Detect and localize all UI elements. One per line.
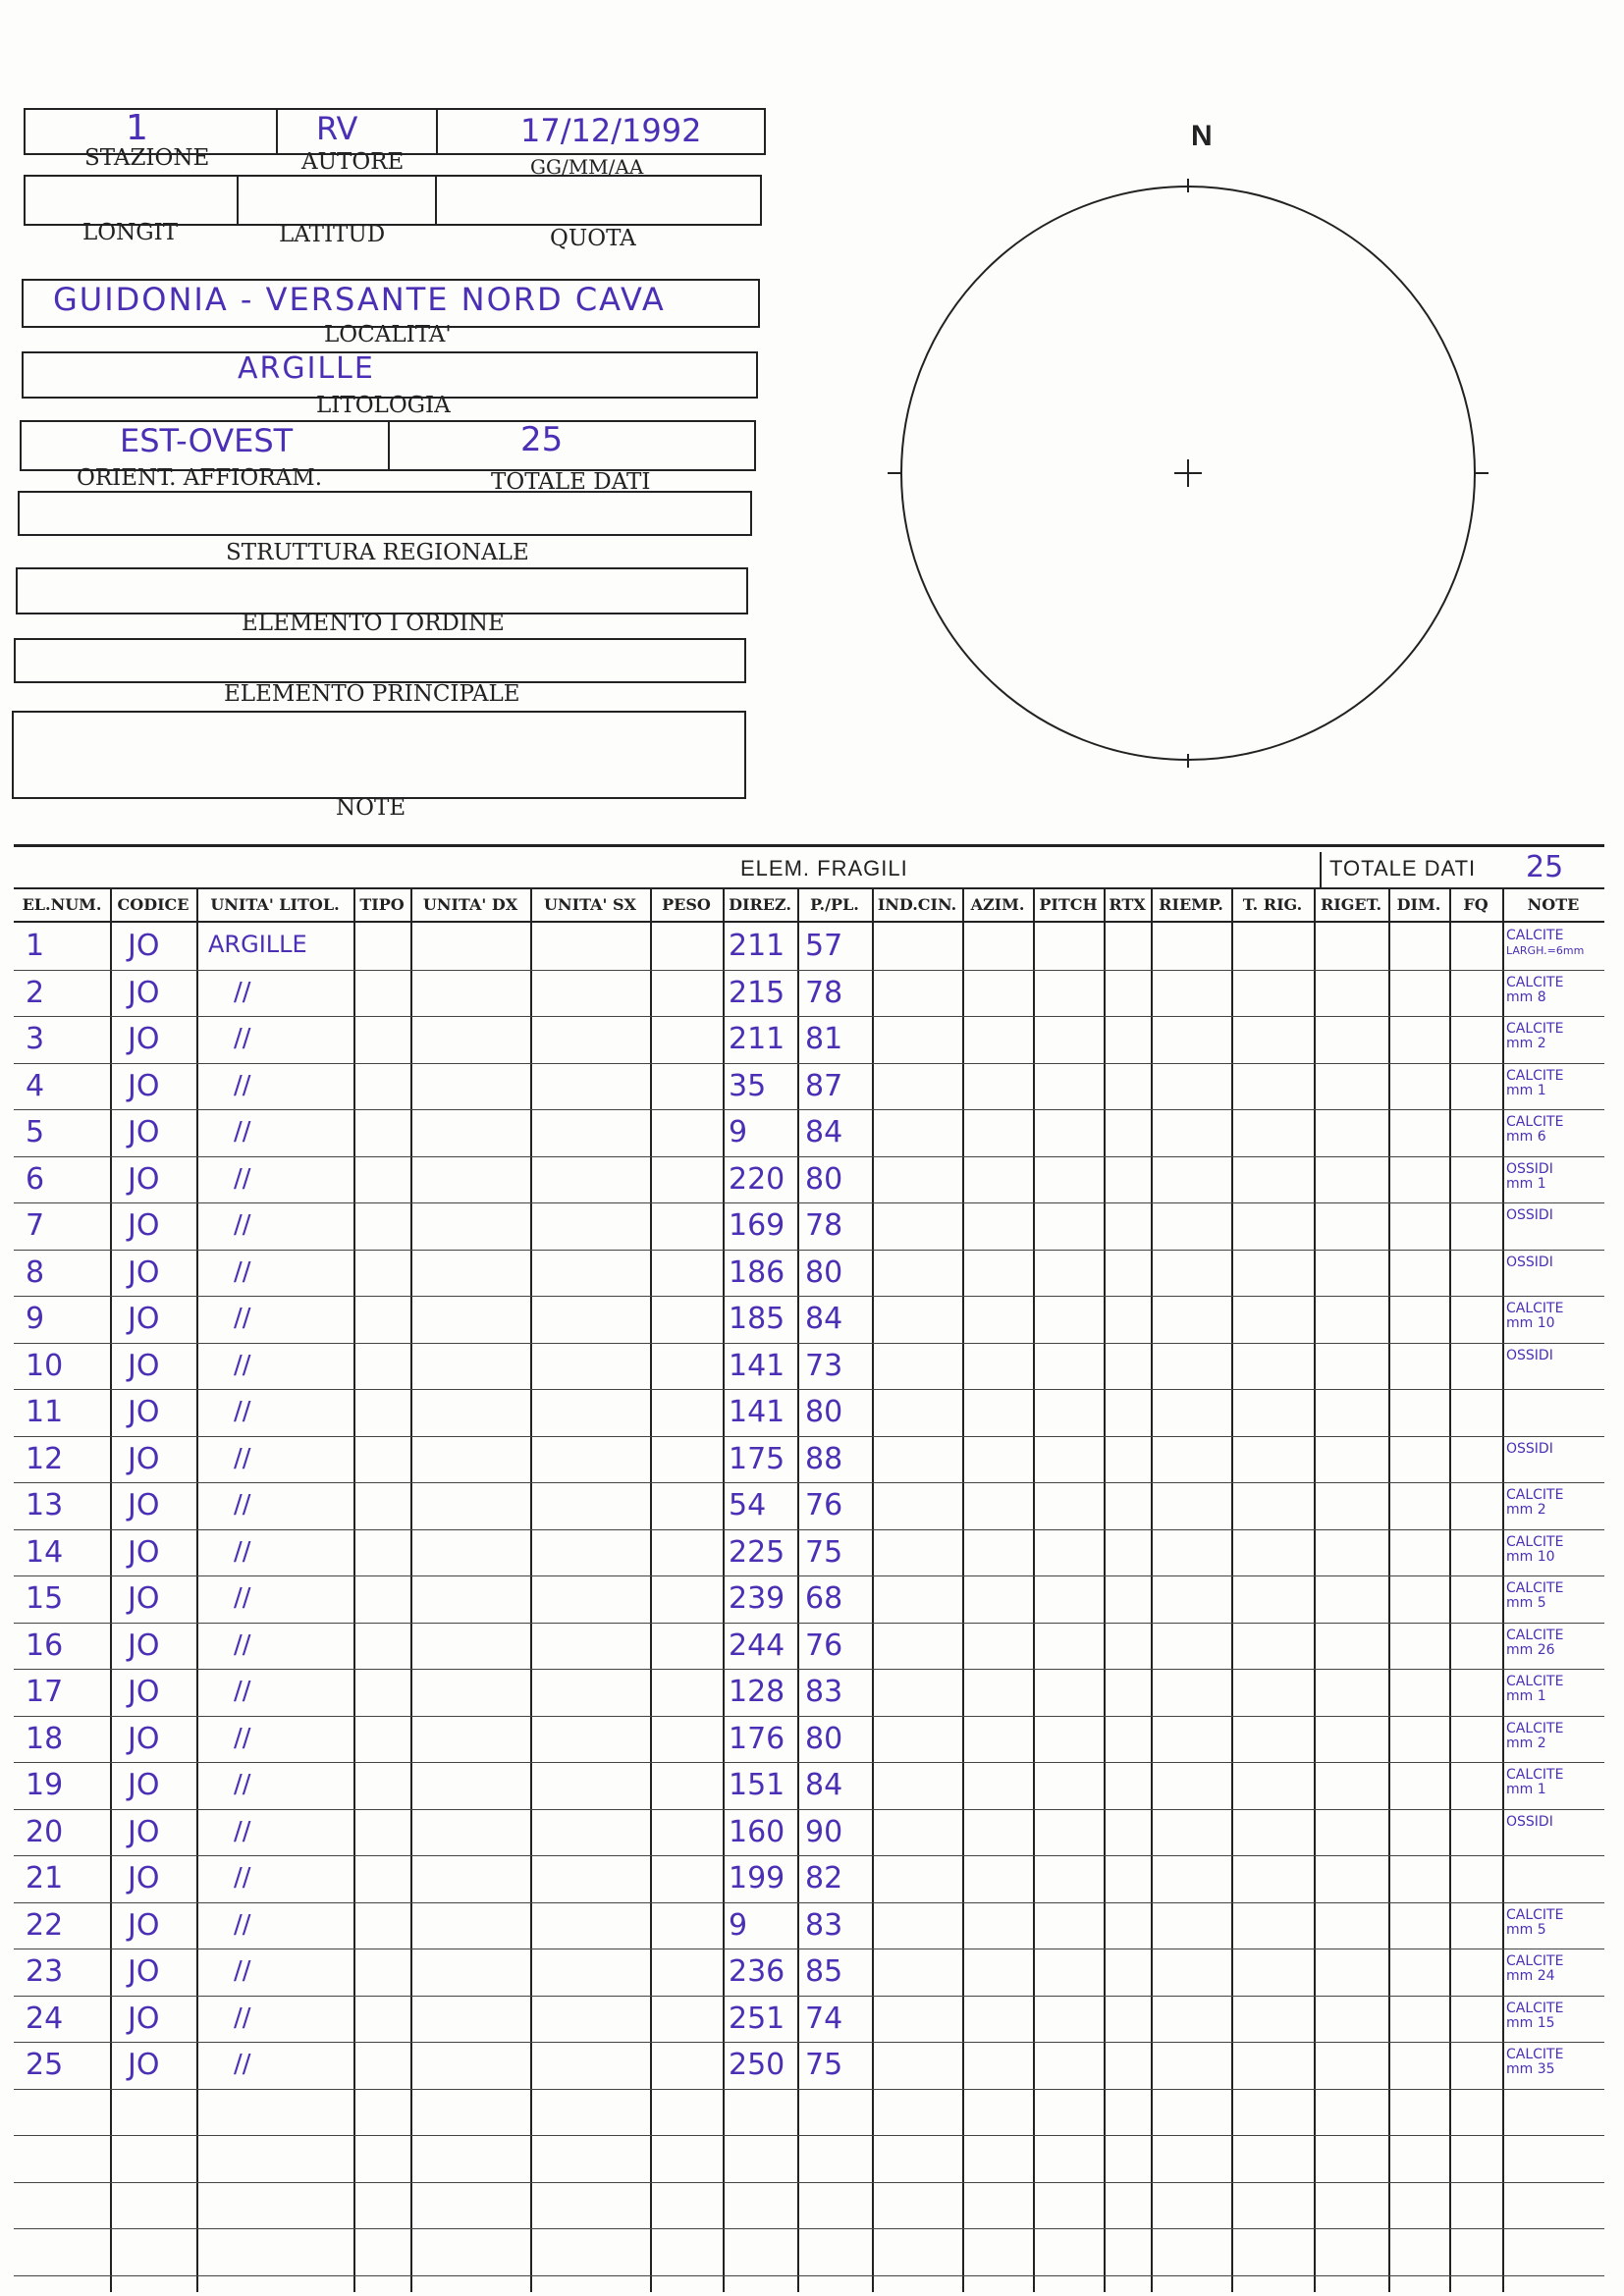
el-num-cell: 1 [26,929,45,963]
codice-cell: JO [128,1161,160,1197]
note-line-1: CALCITE [1506,1627,1564,1643]
note-box [12,711,746,799]
note-line-2: mm 1 [1506,1782,1546,1797]
note-line-1: OSSIDI [1506,1207,1553,1223]
elemento1-box [16,567,748,614]
codice-cell: JO [128,1628,160,1663]
codice-cell: JO [128,1115,160,1149]
unita-litol-cell: // [234,1443,251,1473]
row-divider [14,2182,1604,2183]
el-num-cell: 14 [26,1534,64,1570]
note-line-1: OSSIDI [1506,1813,1553,1830]
el-num-cell: 9 [26,1302,45,1336]
row-divider [14,1063,1604,1064]
note-cell [1506,1162,1553,1192]
column-header: FQ [1449,887,1502,923]
direz-cell: 211 [729,1022,785,1056]
note-cell [1506,1488,1563,1518]
note-line-1: CALCITE [1506,1533,1564,1550]
column-divider [196,887,198,2292]
row-divider [14,1716,1604,1717]
pendenza-cell: 76 [805,1628,843,1663]
row-divider [14,1623,1604,1624]
note-cell [1506,2002,1563,2031]
pendenza-cell: 84 [805,1768,843,1802]
codice-cell: JO [128,1395,160,1429]
el-num-cell: 10 [26,1348,64,1383]
column-header: PITCH [1033,887,1104,923]
column-header: NOTE [1502,887,1604,923]
localita-value: GUIDONIA - VERSANTE NORD CAVA [53,281,666,318]
note-line-2: mm 24 [1506,1968,1555,1984]
el-num-cell: 17 [26,1675,64,1709]
codice-cell: JO [128,1814,160,1849]
direz-cell: 251 [729,2001,785,2036]
unita-litol-cell: // [234,2002,251,2033]
unita-litol-cell: // [234,1770,251,1799]
column-header: RIEMP. [1151,887,1231,923]
row-divider [14,1855,1604,1856]
note-cell [1506,1349,1553,1363]
pendenza-cell: 76 [805,1488,843,1522]
pendenza-cell: 81 [805,1022,843,1056]
column-divider [797,887,799,2292]
unita-litol-cell: // [234,1350,251,1380]
row-divider [14,1809,1604,1810]
column-divider [1231,887,1233,2292]
codice-cell: JO [128,1954,160,1989]
pendenza-cell: 83 [805,1675,843,1709]
row-divider [14,1343,1604,1344]
pendenza-cell: 80 [805,1395,843,1429]
pendenza-cell: 85 [805,1954,843,1989]
note-cell [1506,1629,1563,1658]
codice-cell: JO [128,1721,160,1756]
unita-litol-cell: // [234,1677,251,1706]
struttura-label: STRUTTURA REGIONALE [226,540,529,565]
row-divider [14,1669,1604,1670]
pendenza-cell: 57 [805,929,843,963]
unita-litol-cell: // [234,1024,251,1053]
unita-litol-cell: // [234,1210,251,1240]
column-header: EL.NUM. [14,887,110,923]
direz-cell: 239 [729,1581,785,1616]
note-line-2: mm 10 [1506,1315,1555,1331]
author-value: RV [316,110,358,147]
row-divider [14,1762,1604,1763]
coords-box [24,175,762,226]
table-total-label: TOTALE DATI [1329,856,1477,881]
note-line-1: CALCITE [1506,1906,1564,1923]
table-title-bar [14,852,1604,889]
column-divider [723,887,725,2292]
note-line-2: mm 5 [1506,1921,1546,1938]
note-cell [1506,1535,1563,1565]
unita-litol-cell: // [234,1863,251,1893]
pendenza-cell: 78 [805,1208,843,1243]
column-header: UNITA' DX [410,887,530,923]
unita-litol-cell: // [234,1163,251,1194]
elemento1-label: ELEMENTO I ORDINE [242,611,505,636]
column-divider [1033,887,1035,2292]
note-line-2: mm 2 [1506,1036,1546,1051]
elementop-label: ELEMENTO PRINCIPALE [224,681,520,707]
el-num-cell: 21 [26,1861,64,1896]
note-line-1: CALCITE [1506,1767,1564,1783]
column-divider [410,887,412,2292]
note-label: NOTE [336,795,406,821]
pendenza-cell: 84 [805,1302,843,1336]
el-num-cell: 13 [26,1488,64,1522]
elementop-box [14,638,746,683]
row-divider [14,970,1604,971]
direz-cell: 9 [729,1115,748,1149]
direz-cell: 215 [729,975,785,1010]
el-num-cell: 8 [26,1255,45,1290]
el-num-cell: 5 [26,1115,45,1149]
quota-label: QUOTA [550,226,636,251]
unita-litol-cell: // [234,1256,251,1287]
column-divider [1449,887,1451,2292]
unita-litol-cell: // [234,1304,251,1333]
el-num-cell: 2 [26,975,45,1010]
totale-value: 25 [520,420,564,459]
unita-litol-cell: // [234,1397,251,1426]
column-header: DIREZ. [723,887,797,923]
codice-cell: JO [128,2001,160,2036]
unita-litol-cell: // [234,1629,251,1660]
unita-litol-cell: // [234,1909,251,1940]
pendenza-cell: 80 [805,1161,843,1197]
latitud-label: LATITUD [279,222,386,247]
note-line-2: mm 5 [1506,1595,1546,1611]
codice-cell: JO [128,1581,160,1616]
note-line-2: mm 2 [1506,1502,1546,1518]
direz-cell: 244 [729,1628,785,1663]
column-header: IND.CIN. [872,887,962,923]
pendenza-cell: 87 [805,1068,843,1103]
unita-litol-cell: // [234,1536,251,1567]
direz-cell: 225 [729,1534,785,1570]
direz-cell: 160 [729,1814,785,1849]
row-divider [14,1250,1604,1251]
codice-cell: JO [128,2048,160,2082]
pendenza-cell: 78 [805,975,843,1010]
codice-cell: JO [128,929,160,963]
codice-cell: JO [128,1768,160,1802]
note-cell [1506,1954,1563,1984]
station-label: STAZIONE [84,145,210,171]
codice-cell: JO [128,1534,160,1570]
column-header: RTX [1104,887,1151,923]
note-line-1: CALCITE [1506,1301,1564,1316]
note-line-1: CALCITE [1506,2000,1564,2016]
note-line-1: OSSIDI [1506,1160,1553,1177]
el-num-cell: 20 [26,1814,64,1849]
column-header: UNITA' SX [530,887,650,923]
codice-cell: JO [128,1488,160,1522]
pendenza-cell: 88 [805,1441,843,1476]
pendenza-cell: 73 [805,1348,843,1383]
row-divider [14,1482,1604,1483]
row-divider [14,1436,1604,1437]
unita-litol-cell: ARGILLE [208,931,307,958]
note-cell [1506,929,1584,958]
note-line-1: CALCITE [1506,1487,1564,1503]
direz-cell: 175 [729,1441,785,1476]
column-header: PESO [650,887,723,923]
column-divider [1151,887,1153,2292]
row-divider [14,1296,1604,1297]
pendenza-cell: 80 [805,1255,843,1290]
column-divider [872,887,874,2292]
direz-cell: 169 [729,1208,785,1243]
el-num-cell: 6 [26,1161,45,1197]
row-divider [14,1016,1604,1017]
row-divider [14,2135,1604,2136]
direz-cell: 141 [729,1348,785,1383]
note-line-2: mm 2 [1506,1735,1546,1751]
table-title: ELEM. FRAGILI [740,856,908,881]
codice-cell: JO [128,1302,160,1336]
direz-cell: 220 [729,1161,785,1197]
row-divider [14,1529,1604,1530]
codice-cell: JO [128,1255,160,1290]
note-cell [1506,1069,1563,1098]
note-line-1: OSSIDI [1506,1440,1553,1457]
codice-cell: JO [128,1441,160,1476]
note-cell [1506,1815,1553,1830]
el-num-cell: 16 [26,1628,64,1663]
el-num-cell: 22 [26,1907,64,1943]
column-divider [1104,887,1106,2292]
unita-litol-cell: // [234,1490,251,1520]
column-divider [962,887,964,2292]
note-line-2: mm 1 [1506,1688,1546,1704]
column-header: DIM. [1388,887,1449,923]
note-line-2: LARGH.=6mm [1506,944,1585,957]
el-num-cell: 25 [26,2048,64,2082]
unita-litol-cell: // [234,1583,251,1613]
direz-cell: 35 [729,1068,767,1103]
longit-label: LONGIT [82,220,179,245]
column-divider [1314,887,1316,2292]
row-divider [14,1109,1604,1110]
note-cell [1506,1675,1563,1704]
note-line-1: CALCITE [1506,928,1564,943]
direz-cell: 236 [729,1954,785,1989]
column-divider [353,887,355,2292]
direz-cell: 186 [729,1255,785,1290]
note-cell [1506,2048,1563,2077]
note-line-1: OSSIDI [1506,1347,1553,1363]
column-header: TIPO [353,887,410,923]
note-cell [1506,1255,1553,1270]
direz-cell: 128 [729,1675,785,1709]
el-num-cell: 11 [26,1395,64,1429]
orient-label: ORIENT. AFFIORAM. [77,465,323,491]
note-line-1: CALCITE [1506,1674,1564,1689]
note-cell [1506,1208,1553,1223]
note-line-2: mm 15 [1506,2014,1555,2031]
direz-cell: 141 [729,1395,785,1429]
pendenza-cell: 75 [805,2048,843,2082]
unita-litol-cell: // [234,1723,251,1753]
table-total-value: 25 [1526,850,1564,884]
note-line-2: mm 6 [1506,1129,1546,1145]
note-line-2: mm 1 [1506,1175,1546,1192]
direz-cell: 54 [729,1488,767,1522]
column-header: CODICE [110,887,196,923]
note-line-2: mm 26 [1506,1641,1555,1658]
unita-litol-cell: // [234,2050,251,2079]
note-cell [1506,976,1563,1005]
note-cell [1506,1768,1563,1797]
note-line-1: CALCITE [1506,1067,1564,1084]
note-cell [1506,1722,1563,1751]
note-line-2: mm 1 [1506,1082,1546,1098]
el-num-cell: 23 [26,1954,64,1989]
author-label: AUTORE [301,149,405,175]
litologia-value: ARGILLE [238,351,375,386]
codice-cell: JO [128,1907,160,1943]
direz-cell: 151 [729,1768,785,1802]
direz-cell: 185 [729,1302,785,1336]
note-line-1: CALCITE [1506,1114,1564,1130]
direz-cell: 211 [729,929,785,963]
note-cell [1506,1442,1553,1457]
struttura-box [18,491,752,536]
el-num-cell: 19 [26,1768,64,1802]
unita-litol-cell: // [234,977,251,1007]
unita-litol-cell: // [234,1956,251,1986]
unita-litol-cell: // [234,1070,251,1100]
row-divider [14,2228,1604,2229]
column-header: RIGET. [1314,887,1388,923]
stereonet [864,157,1551,785]
pendenza-cell: 80 [805,1721,843,1756]
date-label: GG/MM/AA [530,155,644,179]
el-num-cell: 3 [26,1022,45,1056]
pendenza-cell: 84 [805,1115,843,1149]
row-divider [14,2042,1604,2043]
note-line-1: CALCITE [1506,1720,1564,1736]
codice-cell: JO [128,1675,160,1709]
pendenza-cell: 82 [805,1861,843,1896]
direz-cell: 9 [729,1907,748,1943]
totale-label: TOTALE DATI [491,469,651,495]
column-divider [650,887,652,2292]
unita-litol-cell: // [234,1816,251,1846]
codice-cell: JO [128,1861,160,1896]
column-header: AZIM. [962,887,1033,923]
date-value: 17/12/1992 [520,112,702,149]
pendenza-cell: 75 [805,1534,843,1570]
el-num-cell: 24 [26,2001,64,2036]
row-divider [14,1156,1604,1157]
note-line-1: OSSIDI [1506,1254,1553,1270]
column-divider [1388,887,1390,2292]
note-cell [1506,1908,1563,1938]
row-divider [14,1996,1604,1997]
note-line-1: CALCITE [1506,974,1564,990]
el-num-cell: 12 [26,1441,64,1476]
unita-litol-cell: // [234,1117,251,1147]
note-cell [1506,1022,1563,1051]
note-cell [1506,1115,1563,1145]
note-cell [1506,1581,1563,1611]
el-num-cell: 18 [26,1721,64,1756]
note-line-1: CALCITE [1506,1580,1564,1596]
localita-label: LOCALITA' [324,322,452,347]
direz-cell: 199 [729,1861,785,1896]
row-divider [14,1902,1604,1903]
direz-cell: 250 [729,2048,785,2082]
pendenza-cell: 74 [805,2001,843,2036]
orient-value: EST-OVEST [120,422,294,459]
note-line-2: mm 35 [1506,2061,1555,2077]
row-divider [14,2275,1604,2276]
el-num-cell: 15 [26,1581,64,1616]
pendenza-cell: 90 [805,1814,843,1849]
note-line-1: CALCITE [1506,1953,1564,1969]
codice-cell: JO [128,1348,160,1383]
pendenza-cell: 68 [805,1581,843,1616]
column-header: P./PL. [797,887,872,923]
row-divider [14,1575,1604,1576]
row-divider [14,1202,1604,1203]
note-line-2: mm 10 [1506,1548,1555,1565]
station-value: 1 [126,108,148,148]
codice-cell: JO [128,1208,160,1243]
litologia-box [22,351,758,399]
el-num-cell: 7 [26,1208,45,1243]
codice-cell: JO [128,1022,160,1056]
el-num-cell: 4 [26,1068,45,1103]
note-line-1: CALCITE [1506,1021,1564,1037]
row-divider [14,1389,1604,1390]
note-line-1: CALCITE [1506,2047,1564,2062]
direz-cell: 176 [729,1721,785,1756]
codice-cell: JO [128,1068,160,1103]
north-label: N [1191,120,1213,152]
column-divider [1502,887,1504,2292]
row-divider [14,2089,1604,2090]
column-header: T. RIG. [1231,887,1314,923]
note-line-2: mm 8 [1506,988,1546,1005]
column-divider [110,887,112,2292]
column-divider [530,887,532,2292]
codice-cell: JO [128,975,160,1010]
litologia-label: LITOLOGIA [316,393,451,418]
pendenza-cell: 83 [805,1907,843,1943]
column-header: UNITA' LITOL. [196,887,353,923]
note-cell [1506,1302,1563,1331]
